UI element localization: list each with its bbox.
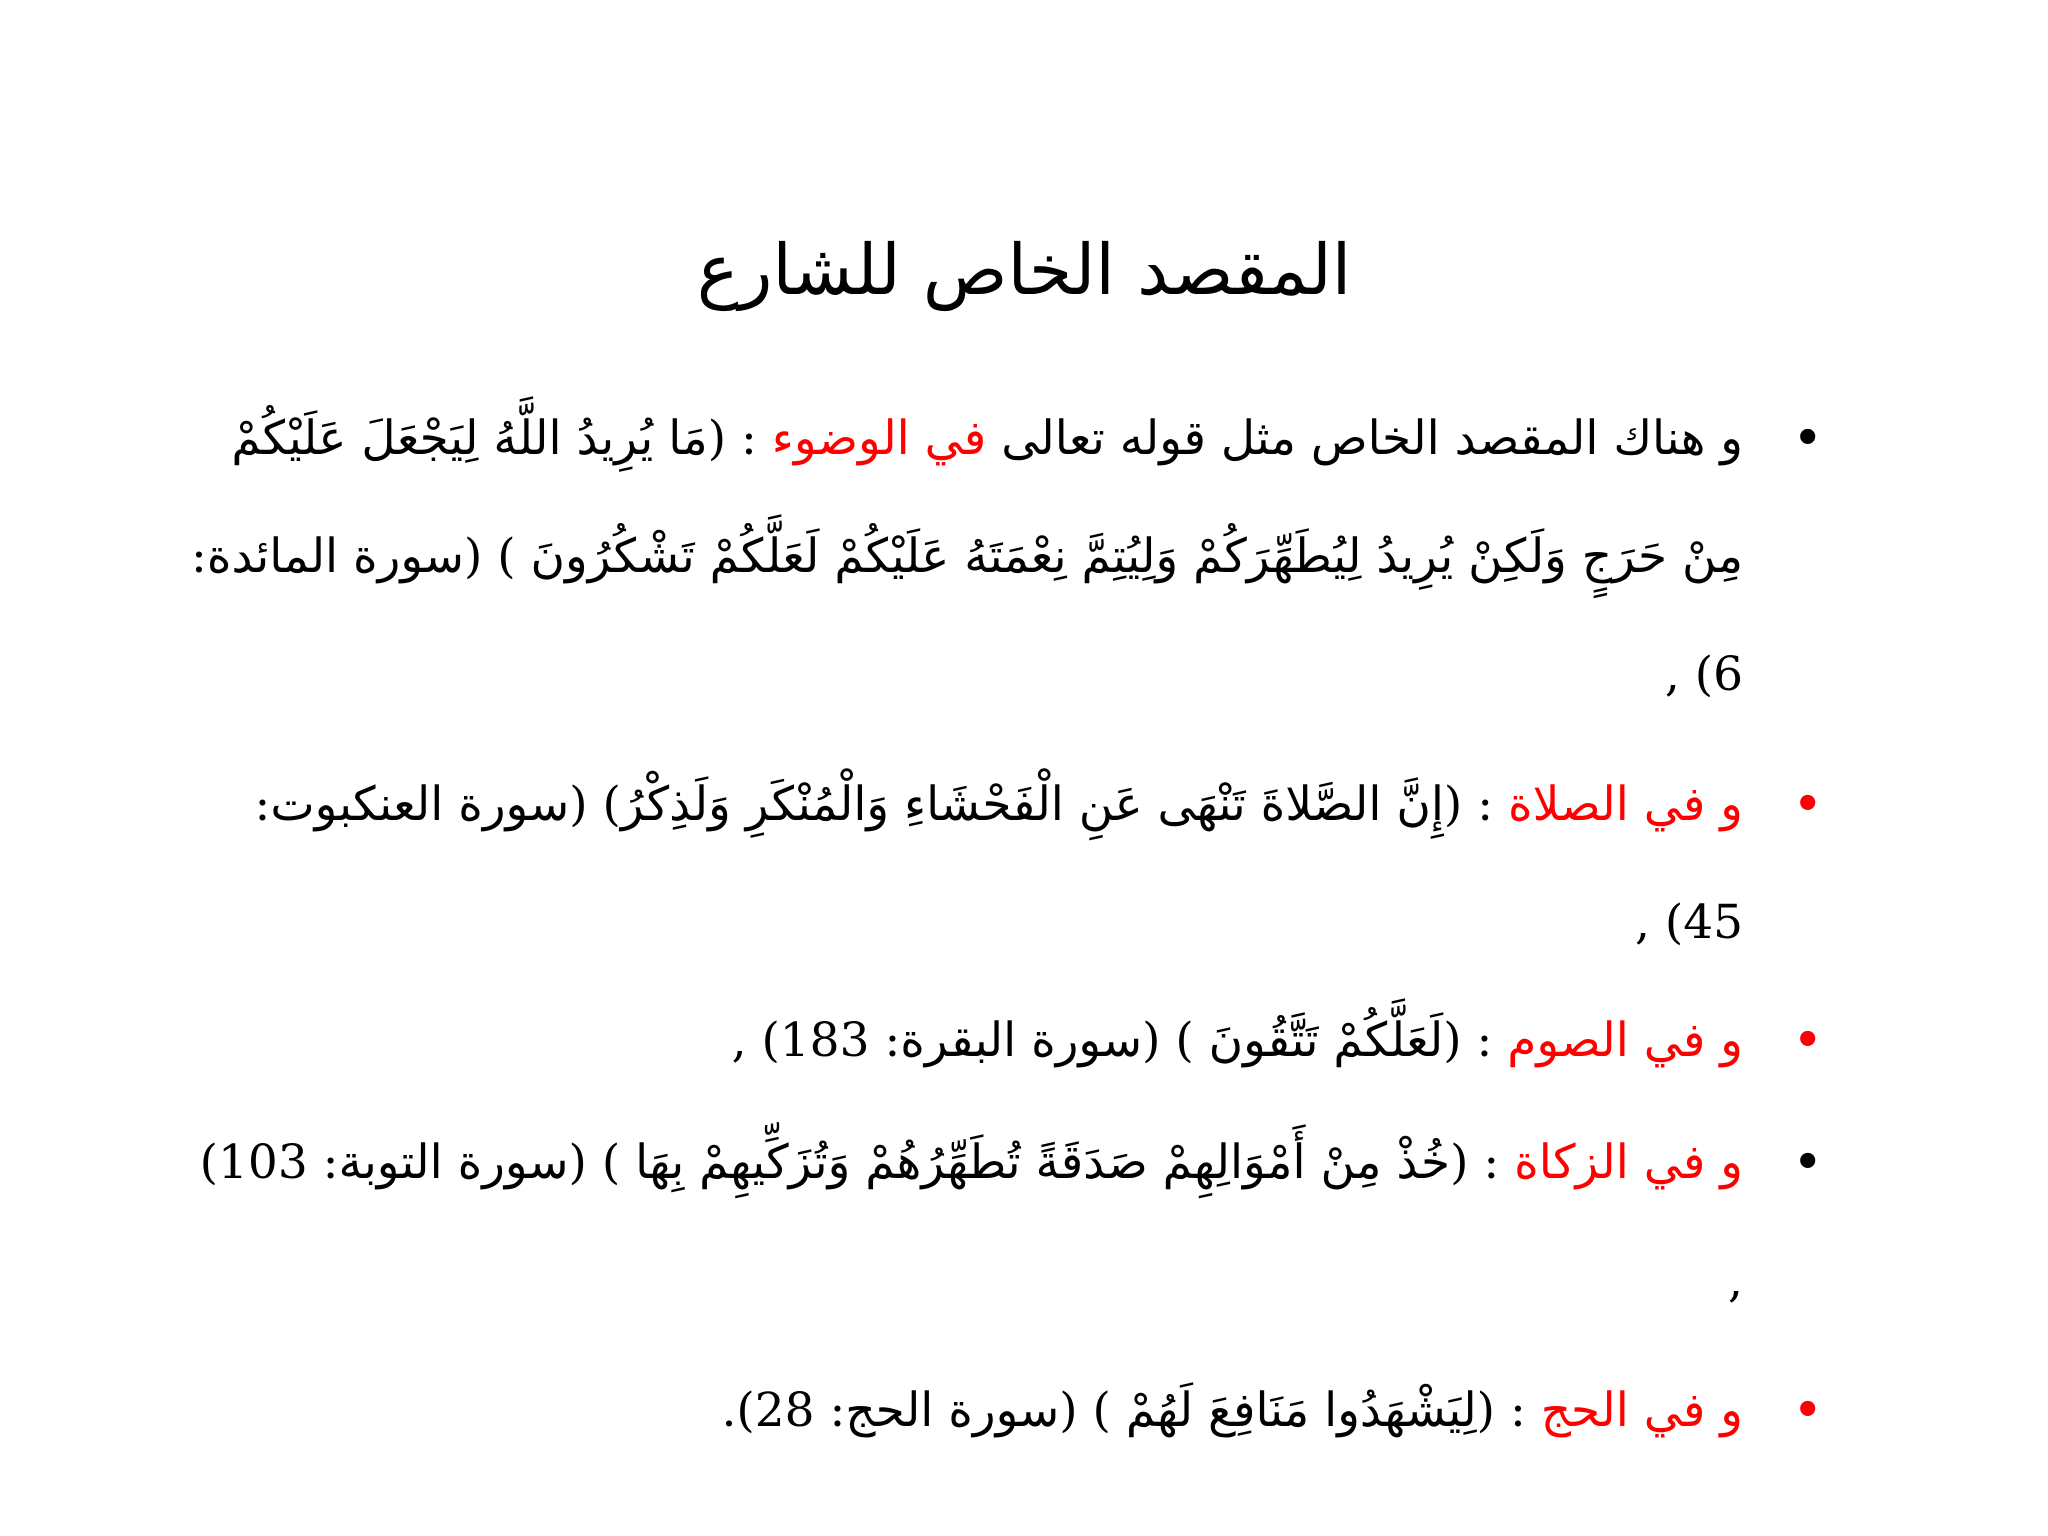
bullet-rest-text: : (إِنَّ الصَّلاةَ تَنْهَى عَنِ الْفَحْشَاءِ وَالْمُنْكَرِ وَلَذِكْرُ) (سورة العنكبوت: 45) , <box>254 777 1743 950</box>
bullet-rest-text: : (لِيَشْهَدُوا مَنَافِعَ لَهُمْ ) (سورة الحج: 28). <box>721 1383 1541 1438</box>
bullet-dot-icon: • <box>1792 775 1823 835</box>
bullet-item-sawm <box>183 982 1823 1100</box>
bullet-item-salah <box>183 746 1823 982</box>
bullet-item-wudu <box>183 380 1823 734</box>
bullet-highlight-text: و في الحج <box>1540 1383 1743 1438</box>
bullet-highlight-text: و في الزكاة <box>1514 1135 1743 1190</box>
bullet-dot-icon: • <box>1792 1011 1823 1071</box>
bullet-dot-icon: • <box>1792 1381 1823 1441</box>
bullet-lead-text: و هناك المقصد الخاص مثل قوله تعالى <box>986 411 1743 466</box>
bullet-highlight-text: و في الصلاة <box>1507 777 1743 832</box>
bullet-item-zakah <box>183 1104 1823 1340</box>
bullet-rest-text: : (لَعَلَّكُمْ تَتَّقُونَ ) (سورة البقرة: 183) , <box>731 1013 1508 1068</box>
bullet-highlight-text: في الوضوء <box>771 411 987 466</box>
bullet-list <box>183 380 1823 1484</box>
slide-title: المقصد الخاص للشارع <box>696 229 1352 311</box>
bullet-rest-text: : (مَا يُرِيدُ اللَّهُ لِيَجْعَلَ عَلَيْكُمْ مِنْ حَرَجٍ وَلَكِنْ يُرِيدُ لِيُطَهِّرَكُمْ وَلِيُتِمَّ نِعْمَتَهُ عَلَيْكُمْ لَعَلَّكُمْ تَشْكُرُونَ ) (سورة المائدة: 6) , <box>190 411 1743 702</box>
bullet-rest-text: : (خُذْ مِنْ أَمْوَالِهِمْ صَدَقَةً تُطَهِّرُهُمْ وَتُزَكِّيهِمْ بِهَا ) (سورة التوبة: 103) , <box>199 1135 1743 1308</box>
bullet-highlight-text: و في الصوم <box>1507 1013 1743 1068</box>
bullet-item-hajj <box>183 1352 1823 1470</box>
bullet-dot-icon: • <box>1792 409 1823 469</box>
bullet-dot-icon: • <box>1792 1133 1823 1193</box>
